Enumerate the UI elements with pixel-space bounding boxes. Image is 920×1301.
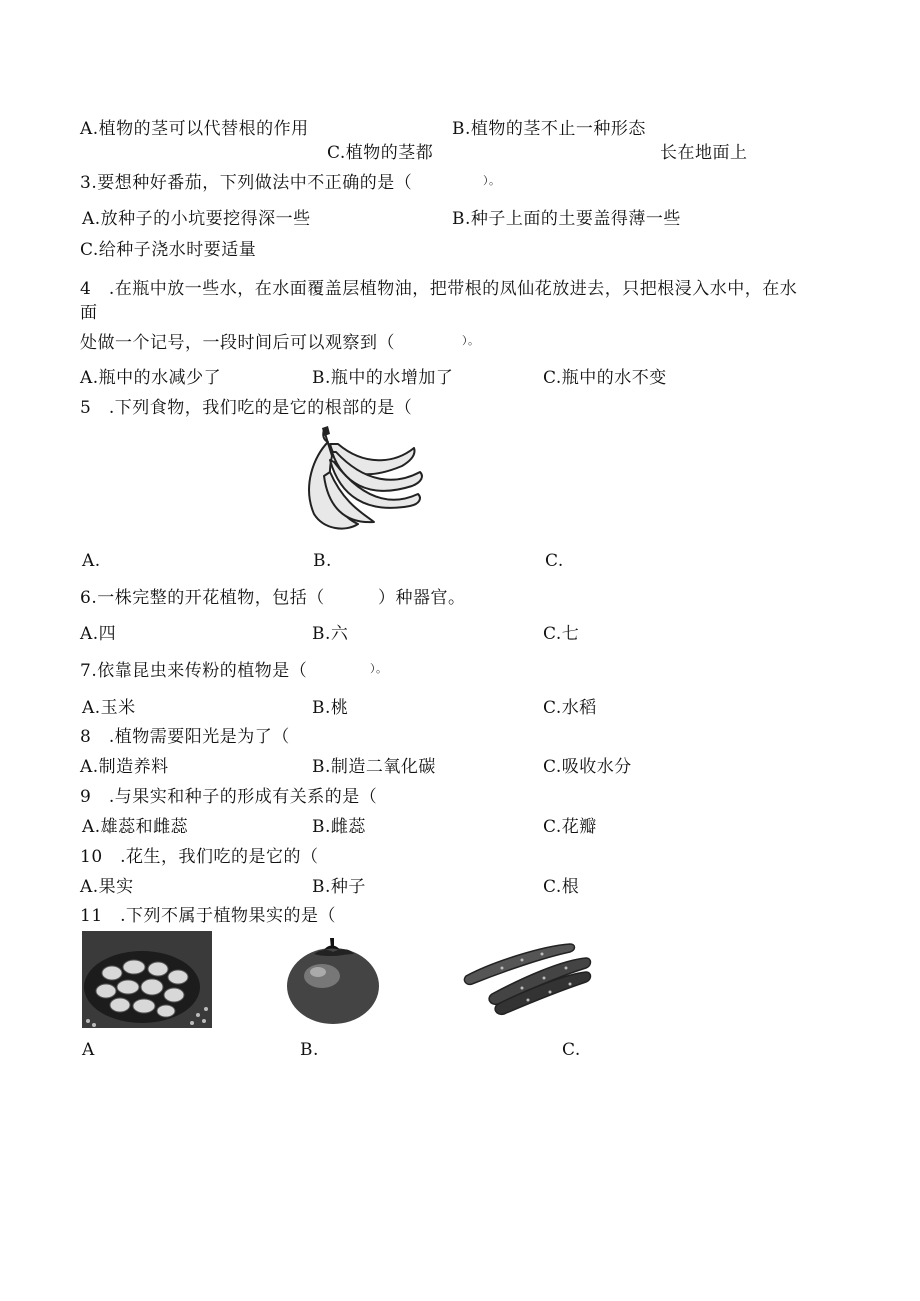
- q9-option-a: A.雄蕊和雌蕊: [82, 817, 189, 837]
- q11-stem: 11 .下列不属于植物果实的是（: [80, 906, 337, 926]
- q6-option-a: A.四: [80, 624, 117, 644]
- q2-option-c-part2: 长在地面上: [660, 143, 748, 163]
- q5-option-b: B.: [313, 551, 332, 571]
- banana-image: [284, 426, 424, 532]
- q4-stem-line2: 面: [80, 303, 98, 323]
- q4-stem-line3: 处做一个记号，一段时间后可以观察到（: [80, 333, 395, 353]
- q8-option-c: C.吸收水分: [543, 757, 632, 777]
- q7-option-a: A.玉米: [82, 698, 136, 718]
- cucumber-image: [462, 938, 592, 1018]
- q4-option-c: C.瓶中的水不变: [543, 368, 667, 388]
- q3-stem-end: ）。: [483, 174, 501, 187]
- q6-option-c: C.七: [543, 624, 580, 644]
- q2-option-a: A.植物的茎可以代替根的作用: [80, 119, 309, 139]
- q8-option-a: A.制造养料: [80, 757, 169, 777]
- q6-option-b: B.六: [312, 624, 349, 644]
- q8-option-b: B.制造二氧化碳: [312, 757, 436, 777]
- q8-stem: 8 .植物需要阳光是为了（: [80, 727, 290, 747]
- q4-option-b: B.瓶中的水增加了: [312, 368, 454, 388]
- q2-option-c-part1: C.植物的茎都: [327, 143, 434, 163]
- q10-stem: 10 .花生，我们吃的是它的（: [80, 847, 319, 867]
- q9-stem: 9 .与果实和种子的形成有关系的是（: [80, 787, 378, 807]
- q7-stem: 7.依靠昆虫来传粉的植物是（: [80, 661, 308, 681]
- q4-stem-end: ）。: [462, 334, 480, 347]
- q5-stem: 5 .下列食物，我们吃的是它的根部的是（: [80, 398, 413, 418]
- beans-image: [82, 931, 212, 1028]
- q5-option-a: A.: [82, 551, 101, 571]
- q2-option-b: B.植物的茎不止一种形态: [452, 119, 646, 139]
- q11-option-c: C.: [562, 1040, 581, 1060]
- q4-stem-line1: 4 .在瓶中放一些水，在水面覆盖层植物油，把带根的凤仙花放进去，只把根浸入水中，在水: [80, 279, 798, 299]
- q3-option-a: A.放种子的小坑要挖得深一些: [82, 209, 311, 229]
- q10-option-b: B.种子: [312, 877, 366, 897]
- q3-stem: 3.要想种好番茄，下列做法中不正确的是（: [80, 173, 413, 193]
- q7-option-c: C.水稻: [543, 698, 597, 718]
- q6-stem-end: ）种器官。: [378, 588, 466, 608]
- q10-option-c: C.根: [543, 877, 580, 897]
- q10-option-a: A.果实: [80, 877, 134, 897]
- tomato-image: [284, 934, 382, 1026]
- q4-option-a: A.瓶中的水减少了: [80, 368, 222, 388]
- q11-option-b: B.: [300, 1040, 319, 1060]
- q3-option-b: B.种子上面的土要盖得薄一些: [452, 209, 681, 229]
- q6-stem: 6.一株完整的开花植物，包括（: [80, 588, 325, 608]
- q9-option-b: B.雌蕊: [312, 817, 366, 837]
- q7-option-b: B.桃: [312, 698, 349, 718]
- q9-option-c: C.花瓣: [543, 817, 597, 837]
- q11-option-a: A: [82, 1040, 95, 1060]
- q7-stem-end: ）。: [370, 662, 388, 675]
- q3-option-c: C.给种子浇水时要适量: [80, 240, 257, 260]
- q5-option-c: C.: [545, 551, 564, 571]
